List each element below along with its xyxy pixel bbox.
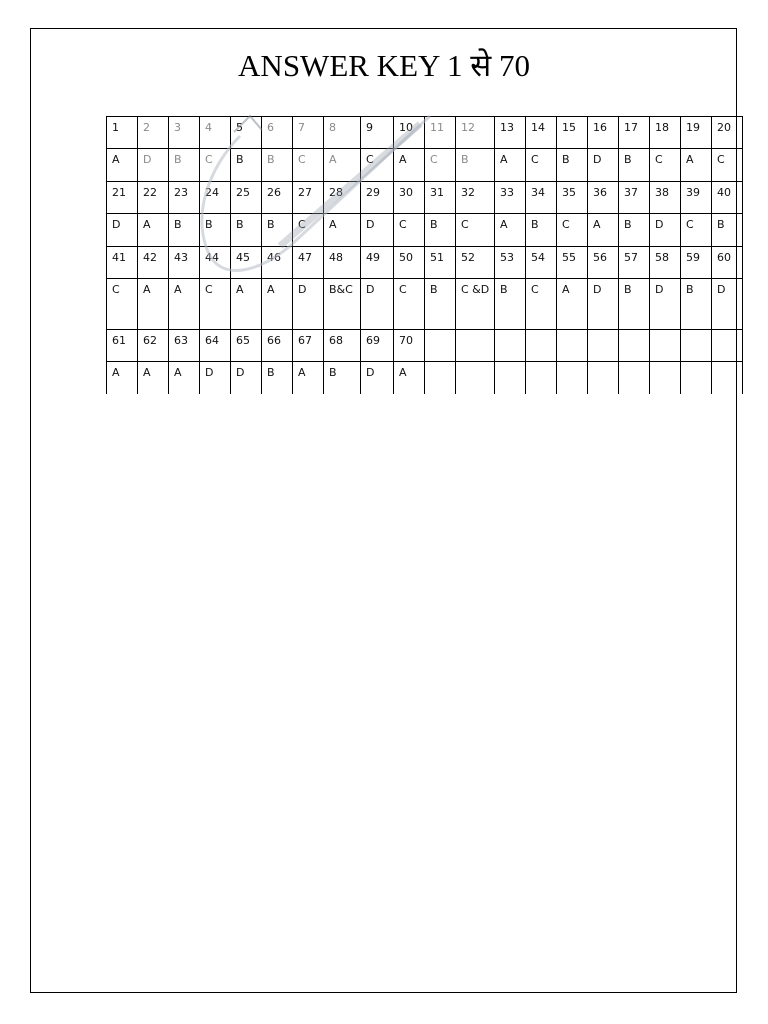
answer-cell: B [200, 214, 231, 247]
question-number-cell: 65 [231, 330, 262, 362]
answer-cell: B [231, 214, 262, 247]
question-number-cell: 29 [361, 182, 394, 214]
answer-key-table [106, 116, 743, 394]
question-number-cell: 16 [588, 117, 619, 149]
question-number-cell: 46 [262, 247, 293, 279]
answer-cell: A [138, 214, 169, 247]
question-number-row [107, 330, 743, 362]
answer-cell: B [169, 214, 200, 247]
question-number-cell: 63 [169, 330, 200, 362]
answer-cell: A [262, 279, 293, 330]
question-number-cell: 35 [557, 182, 588, 214]
answer-cell: B [557, 149, 588, 182]
answer-cell: C [526, 279, 557, 330]
question-number-cell: 13 [495, 117, 526, 149]
answer-cell: A [495, 214, 526, 247]
answer-cell: C [526, 149, 557, 182]
answer-cell: A [495, 149, 526, 182]
question-number-cell: 28 [324, 182, 361, 214]
question-number-cell: 1 [107, 117, 138, 149]
question-number-cell: 70 [394, 330, 425, 362]
answer-cell: C [361, 149, 394, 182]
question-number-cell: 45 [231, 247, 262, 279]
answer-cell [712, 362, 743, 394]
question-number-cell: 37 [619, 182, 650, 214]
question-number-cell: 68 [324, 330, 361, 362]
question-number-cell: 48 [324, 247, 361, 279]
answer-cell: A [557, 279, 588, 330]
question-number-cell: 32 [456, 182, 495, 214]
answer-cell: B [619, 214, 650, 247]
question-number-cell: 22 [138, 182, 169, 214]
answer-cell: B [262, 362, 293, 394]
question-number-cell: 14 [526, 117, 557, 149]
answer-cell: A [681, 149, 712, 182]
question-number-cell: 52 [456, 247, 495, 279]
question-number-cell: 62 [138, 330, 169, 362]
question-number-cell [681, 330, 712, 362]
question-number-cell: 23 [169, 182, 200, 214]
answer-cell: D [231, 362, 262, 394]
answer-cell [495, 362, 526, 394]
question-number-cell: 30 [394, 182, 425, 214]
question-number-cell: 25 [231, 182, 262, 214]
question-number-cell: 38 [650, 182, 681, 214]
answer-row [107, 279, 743, 330]
question-number-cell: 12 [456, 117, 495, 149]
question-number-cell: 17 [619, 117, 650, 149]
question-number-cell: 49 [361, 247, 394, 279]
answer-cell: C [456, 214, 495, 247]
question-number-cell: 10 [394, 117, 425, 149]
answer-cell: C [650, 149, 681, 182]
question-number-row [107, 247, 743, 279]
answer-cell [619, 362, 650, 394]
answer-cell: D [588, 279, 619, 330]
question-number-cell: 39 [681, 182, 712, 214]
answer-cell: C [293, 214, 324, 247]
question-number-cell: 21 [107, 182, 138, 214]
answer-cell: B [169, 149, 200, 182]
question-number-cell [495, 330, 526, 362]
question-number-cell: 24 [200, 182, 231, 214]
answer-cell: C [712, 149, 743, 182]
answer-cell: A [588, 214, 619, 247]
question-number-cell: 11 [425, 117, 456, 149]
question-number-cell: 43 [169, 247, 200, 279]
question-number-cell: 57 [619, 247, 650, 279]
question-number-cell: 6 [262, 117, 293, 149]
answer-cell [526, 362, 557, 394]
answer-cell: C [394, 214, 425, 247]
answer-cell: A [169, 362, 200, 394]
answer-cell: A [293, 362, 324, 394]
answer-cell: D [138, 149, 169, 182]
question-number-cell: 8 [324, 117, 361, 149]
question-number-cell: 47 [293, 247, 324, 279]
question-number-cell: 50 [394, 247, 425, 279]
question-number-cell: 59 [681, 247, 712, 279]
answer-cell: A [138, 362, 169, 394]
answer-cell [650, 362, 681, 394]
question-number-cell: 2 [138, 117, 169, 149]
question-number-cell: 31 [425, 182, 456, 214]
question-number-cell: 69 [361, 330, 394, 362]
answer-row [107, 362, 743, 394]
answer-cell [557, 362, 588, 394]
question-number-cell [619, 330, 650, 362]
question-number-cell [650, 330, 681, 362]
question-number-cell: 3 [169, 117, 200, 149]
question-number-cell: 26 [262, 182, 293, 214]
answer-cell: A [394, 149, 425, 182]
question-number-cell: 33 [495, 182, 526, 214]
answer-cell: A [324, 214, 361, 247]
question-number-row [107, 182, 743, 214]
question-number-cell: 36 [588, 182, 619, 214]
question-number-cell: 58 [650, 247, 681, 279]
answer-cell: D [293, 279, 324, 330]
answer-cell: B [495, 279, 526, 330]
question-number-cell: 40 [712, 182, 743, 214]
question-number-cell: 56 [588, 247, 619, 279]
question-number-cell [526, 330, 557, 362]
answer-cell: D [361, 279, 394, 330]
answer-cell: D [712, 279, 743, 330]
answer-cell [588, 362, 619, 394]
question-number-cell: 64 [200, 330, 231, 362]
answer-cell: A [107, 362, 138, 394]
answer-cell: B [231, 149, 262, 182]
question-number-cell: 53 [495, 247, 526, 279]
question-number-cell [456, 330, 495, 362]
answer-cell: B [456, 149, 495, 182]
answer-cell: C [557, 214, 588, 247]
page-title: ANSWER KEY 1 से 70 [238, 48, 530, 83]
answer-cell: B [619, 279, 650, 330]
question-number-cell: 44 [200, 247, 231, 279]
question-number-cell [588, 330, 619, 362]
question-number-cell: 34 [526, 182, 557, 214]
question-number-cell: 61 [107, 330, 138, 362]
answer-cell: D [361, 214, 394, 247]
answer-cell [456, 362, 495, 394]
question-number-cell: 54 [526, 247, 557, 279]
answer-cell: A [394, 362, 425, 394]
question-number-cell [557, 330, 588, 362]
answer-cell: A [169, 279, 200, 330]
answer-cell: C &D [456, 279, 495, 330]
answer-cell: B [526, 214, 557, 247]
answer-cell [425, 362, 456, 394]
answer-cell: C [107, 279, 138, 330]
answer-cell: A [138, 279, 169, 330]
question-number-cell: 19 [681, 117, 712, 149]
question-number-cell: 55 [557, 247, 588, 279]
answer-cell: C [200, 279, 231, 330]
question-number-cell: 20 [712, 117, 743, 149]
answer-cell: A [231, 279, 262, 330]
answer-cell: B [425, 214, 456, 247]
answer-cell: B&C [324, 279, 361, 330]
question-number-cell: 51 [425, 247, 456, 279]
answer-cell: A [107, 149, 138, 182]
question-number-cell: 41 [107, 247, 138, 279]
answer-cell: C [293, 149, 324, 182]
answer-cell: D [200, 362, 231, 394]
answer-cell: C [200, 149, 231, 182]
question-number-cell: 42 [138, 247, 169, 279]
answer-cell: D [650, 279, 681, 330]
answer-cell: B [712, 214, 743, 247]
answer-cell: B [425, 279, 456, 330]
question-number-cell: 67 [293, 330, 324, 362]
answer-cell: D [107, 214, 138, 247]
answer-cell: B [681, 279, 712, 330]
question-number-cell: 4 [200, 117, 231, 149]
answer-cell: A [324, 149, 361, 182]
question-number-cell: 60 [712, 247, 743, 279]
question-number-cell [425, 330, 456, 362]
answer-cell: C [681, 214, 712, 247]
answer-cell: C [394, 279, 425, 330]
answer-cell: C [425, 149, 456, 182]
answer-cell: B [619, 149, 650, 182]
question-number-cell: 18 [650, 117, 681, 149]
question-number-cell: 5 [231, 117, 262, 149]
answer-cell: D [650, 214, 681, 247]
question-number-cell: 9 [361, 117, 394, 149]
answer-cell: B [262, 149, 293, 182]
answer-cell: D [361, 362, 394, 394]
question-number-cell: 15 [557, 117, 588, 149]
question-number-cell: 7 [293, 117, 324, 149]
answer-row [107, 149, 743, 182]
answer-cell [681, 362, 712, 394]
answer-cell: B [324, 362, 361, 394]
answer-row [107, 214, 743, 247]
question-number-cell [712, 330, 743, 362]
answer-cell: D [588, 149, 619, 182]
question-number-cell: 27 [293, 182, 324, 214]
question-number-cell: 66 [262, 330, 293, 362]
answer-cell: B [262, 214, 293, 247]
question-number-row [107, 117, 743, 149]
